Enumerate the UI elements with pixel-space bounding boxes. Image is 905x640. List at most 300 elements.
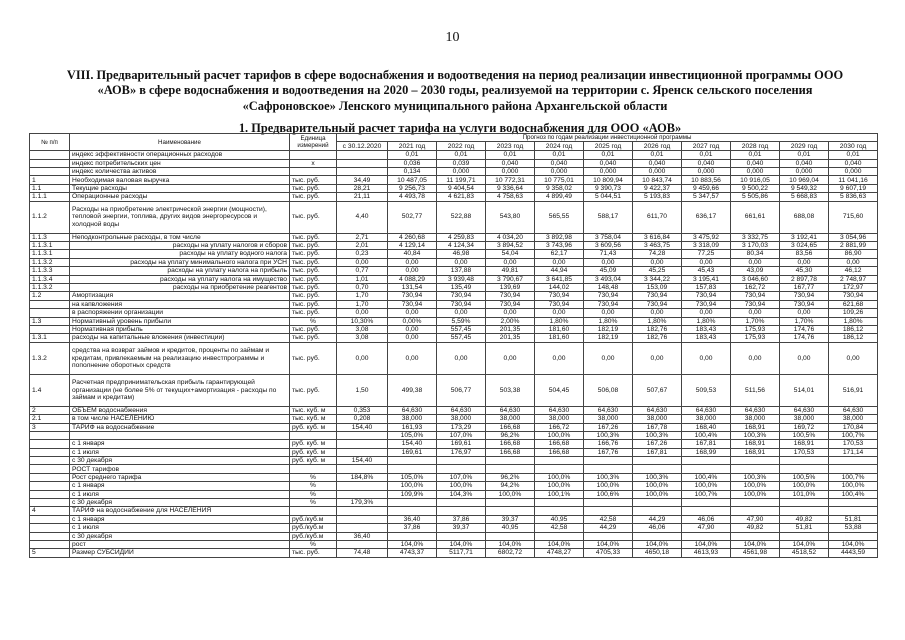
row-value: 0,040 — [633, 159, 682, 167]
row-name: на капвложения — [70, 300, 290, 308]
row-value: 4,40 — [337, 201, 388, 233]
row-value: 0,01 — [388, 151, 437, 159]
table-row — [30, 465, 878, 473]
row-value: 104,0% — [682, 540, 731, 548]
row-code: 1.1.2 — [30, 201, 70, 233]
row-unit: тыс. руб. — [290, 300, 337, 308]
row-value: 174,76 — [780, 334, 829, 342]
row-value: 730,94 — [731, 292, 780, 300]
row-value: 0,00 — [731, 309, 780, 317]
row-value: 10 775,01 — [535, 176, 584, 184]
row-value: 11 199,71 — [437, 176, 486, 184]
row-value: 0,000 — [584, 168, 633, 176]
row-name: Необходимая валовая выручка — [70, 176, 290, 184]
row-value: 100,6% — [584, 490, 633, 498]
row-code — [30, 309, 70, 317]
table-row — [30, 374, 878, 406]
table-row — [30, 242, 878, 250]
table-row — [30, 233, 878, 241]
row-value: 1,80% — [682, 317, 731, 325]
row-value: 181,60 — [535, 325, 584, 333]
row-value — [486, 507, 535, 515]
row-unit: тыс. руб. — [290, 309, 337, 317]
row-value: 162,72 — [731, 283, 780, 291]
row-value: 4443,59 — [829, 549, 878, 557]
row-value: 169,61 — [437, 440, 486, 448]
row-value: 100,3% — [633, 473, 682, 481]
row-name: с 1 января — [70, 515, 290, 523]
header-year: 2021 год — [388, 142, 437, 151]
row-value: 4748,27 — [535, 549, 584, 557]
row-value: 169,61 — [388, 448, 437, 456]
row-value: 5 193,83 — [633, 193, 682, 201]
row-name: индекс количества активов — [70, 168, 290, 176]
row-value: 139,69 — [486, 283, 535, 291]
row-value: 105,0% — [388, 473, 437, 481]
row-value — [682, 457, 731, 465]
row-value: 0,000 — [486, 168, 535, 176]
table-row — [30, 342, 878, 374]
row-value: 2,01 — [337, 242, 388, 250]
row-name: РОСТ тарифов — [70, 465, 290, 473]
row-name: с 1 января — [70, 440, 290, 448]
row-value: 0,01 — [584, 151, 633, 159]
row-value: 730,94 — [535, 300, 584, 308]
row-name: в распоряжении организации — [70, 309, 290, 317]
row-value — [535, 499, 584, 507]
table-row — [30, 275, 878, 283]
row-value — [535, 532, 584, 540]
row-name: расходы на приобретение реагентов — [70, 283, 290, 291]
row-value: 2 748,97 — [829, 275, 878, 283]
row-value: 9 500,22 — [731, 184, 780, 192]
row-value: 100,0% — [535, 473, 584, 481]
row-value: 0,00 — [486, 342, 535, 374]
row-value: 109,26 — [829, 309, 878, 317]
row-value: 44,29 — [584, 524, 633, 532]
row-value: 4561,98 — [731, 549, 780, 557]
row-value: 186,12 — [829, 325, 878, 333]
table-row — [30, 201, 878, 233]
row-unit — [290, 168, 337, 176]
row-value: 100,0% — [437, 482, 486, 490]
row-value — [337, 515, 388, 523]
row-value: 4 260,68 — [388, 233, 437, 241]
row-value: 4613,93 — [682, 549, 731, 557]
row-unit: руб. куб. м — [290, 457, 337, 465]
row-value: 730,94 — [535, 292, 584, 300]
row-value: 45,25 — [633, 267, 682, 275]
row-value: 47,90 — [682, 524, 731, 532]
row-value — [486, 499, 535, 507]
row-value: 3 892,98 — [535, 233, 584, 241]
table-row — [30, 176, 878, 184]
header-year: 2024 год — [535, 142, 584, 151]
row-value: 47,90 — [731, 515, 780, 523]
row-value: 62,17 — [535, 250, 584, 258]
row-unit: % — [290, 317, 337, 325]
row-value: 9 459,66 — [682, 184, 731, 192]
row-value: 100,5% — [780, 473, 829, 481]
row-value: 730,94 — [437, 292, 486, 300]
row-value: 173,29 — [437, 423, 486, 431]
row-value: 0,77 — [337, 267, 388, 275]
row-value: 3,08 — [337, 334, 388, 342]
row-value: 100,3% — [731, 473, 780, 481]
row-value: 167,26 — [584, 423, 633, 431]
row-value: 135,49 — [437, 283, 486, 291]
row-value: 100,7% — [829, 431, 878, 439]
row-value: 38,000 — [682, 415, 731, 423]
row-value: 0,00 — [337, 258, 388, 266]
row-value: 100,0% — [535, 482, 584, 490]
row-value: 3 054,96 — [829, 233, 878, 241]
row-value: 74,28 — [633, 250, 682, 258]
row-code: 1.1.3.3 — [30, 267, 70, 275]
row-value — [584, 499, 633, 507]
table-row — [30, 309, 878, 317]
table-row — [30, 325, 878, 333]
row-value: 46,98 — [437, 250, 486, 258]
row-value: 0,00 — [437, 342, 486, 374]
row-code — [30, 159, 70, 167]
row-code — [30, 448, 70, 456]
row-value: 10 487,05 — [388, 176, 437, 184]
row-value: 171,14 — [829, 448, 878, 456]
row-value: 4 124,34 — [437, 242, 486, 250]
table-row — [30, 549, 878, 557]
row-value: 172,97 — [829, 283, 878, 291]
row-code: 1.3 — [30, 317, 70, 325]
row-value: 64,630 — [486, 406, 535, 414]
row-value: 100,1% — [535, 490, 584, 498]
row-value: 36,40 — [388, 515, 437, 523]
row-name: расходы на капитальные вложения (инвестиции) — [70, 334, 290, 342]
table-row — [30, 524, 878, 532]
row-value — [337, 431, 388, 439]
table-row — [30, 283, 878, 291]
row-value: 3 641,85 — [535, 275, 584, 283]
row-value: 100,0% — [535, 431, 584, 439]
table-row — [30, 423, 878, 431]
row-value: 168,40 — [682, 423, 731, 431]
row-name: с 30 декабря — [70, 499, 290, 507]
row-unit: тыс. руб. — [290, 258, 337, 266]
row-value: 5,59% — [437, 317, 486, 325]
row-value: 3 939,48 — [437, 275, 486, 283]
row-unit: тыс. руб. — [290, 184, 337, 192]
row-value: 167,81 — [682, 440, 731, 448]
table-row — [30, 159, 878, 167]
row-name: Расчетная предпринимательская прибыль гарантирующей организации (не более 5% от текущих+амортизация - расходы по займам и кредитам) — [70, 374, 290, 406]
row-value: 0,00 — [486, 309, 535, 317]
row-value: 182,76 — [633, 334, 682, 342]
row-value — [829, 532, 878, 540]
row-value: 0,208 — [337, 415, 388, 423]
row-value: 86,90 — [829, 250, 878, 258]
row-value: 0,00 — [437, 309, 486, 317]
row-value: 1,80% — [829, 317, 878, 325]
row-value: 3 332,75 — [731, 233, 780, 241]
row-value: 0,00 — [535, 342, 584, 374]
table-row — [30, 406, 878, 414]
row-value: 43,09 — [731, 267, 780, 275]
row-value: 44,94 — [535, 267, 584, 275]
row-value: 38,000 — [584, 415, 633, 423]
row-value: 9 256,73 — [388, 184, 437, 192]
row-value: 64,630 — [584, 406, 633, 414]
row-value: 0,00 — [535, 258, 584, 266]
row-value: 2,71 — [337, 233, 388, 241]
row-value — [337, 524, 388, 532]
row-value: 0,000 — [682, 168, 731, 176]
row-unit: % — [290, 490, 337, 498]
row-value — [780, 499, 829, 507]
table-row — [30, 258, 878, 266]
header-unit: Единица измерений — [290, 134, 337, 151]
row-value: 3 195,41 — [682, 275, 731, 283]
row-value: 3 758,04 — [584, 233, 633, 241]
row-value: 175,93 — [731, 334, 780, 342]
row-value: 557,45 — [437, 334, 486, 342]
row-value: 4 899,49 — [535, 193, 584, 201]
row-value — [682, 499, 731, 507]
row-value: 100,0% — [486, 490, 535, 498]
row-value: 0,00 — [633, 258, 682, 266]
row-value: 168,91 — [731, 423, 780, 431]
table-row — [30, 151, 878, 159]
table-row — [30, 267, 878, 275]
row-value: 104,0% — [731, 540, 780, 548]
row-value: 3 743,96 — [535, 242, 584, 250]
row-value: 715,60 — [829, 201, 878, 233]
row-value: 0,00 — [437, 258, 486, 266]
row-value: 175,93 — [731, 325, 780, 333]
row-value — [337, 168, 388, 176]
row-value: 0,01 — [535, 151, 584, 159]
row-unit: тыс. руб. — [290, 275, 337, 283]
row-value: 37,86 — [437, 515, 486, 523]
row-value — [731, 532, 780, 540]
row-code: 1.1.3.4 — [30, 275, 70, 283]
row-value: 182,19 — [584, 325, 633, 333]
row-value: 100,0% — [731, 490, 780, 498]
row-unit: тыс. руб. — [290, 201, 337, 233]
row-value: 77,25 — [682, 250, 731, 258]
row-value: 166,68 — [486, 440, 535, 448]
row-code — [30, 524, 70, 532]
row-unit: тыс. руб. — [290, 342, 337, 374]
row-value — [388, 457, 437, 465]
row-value: 3 463,75 — [633, 242, 682, 250]
row-value: 105,0% — [388, 431, 437, 439]
table-row — [30, 334, 878, 342]
row-value: 170,53 — [780, 448, 829, 456]
row-value: 1,01 — [337, 275, 388, 283]
row-value: 0,01 — [731, 151, 780, 159]
row-value: 1,80% — [535, 317, 584, 325]
row-value: 0,040 — [829, 159, 878, 167]
table-row — [30, 415, 878, 423]
tariff-calculation-table — [29, 133, 878, 558]
row-value — [437, 457, 486, 465]
header-year: 2030 год — [829, 142, 878, 151]
row-value: 45,43 — [682, 267, 731, 275]
row-value: 38,000 — [829, 415, 878, 423]
row-name: расходы на уплату водного налога — [70, 250, 290, 258]
table-row — [30, 482, 878, 490]
row-value: 0,039 — [437, 159, 486, 167]
row-value — [829, 465, 878, 473]
row-value: 104,0% — [829, 540, 878, 548]
row-value: 182,76 — [633, 325, 682, 333]
row-name: расходы на уплату налогов и сборов — [70, 242, 290, 250]
row-value: 167,77 — [780, 283, 829, 291]
row-value: 0,00 — [682, 342, 731, 374]
row-value: 0,01 — [437, 151, 486, 159]
row-value: 543,80 — [486, 201, 535, 233]
row-name: индекс потребительских цен — [70, 159, 290, 167]
row-value: 506,77 — [437, 374, 486, 406]
row-value: 34,49 — [337, 176, 388, 184]
row-value: 511,56 — [731, 374, 780, 406]
row-value: 0,23 — [337, 250, 388, 258]
row-value — [486, 532, 535, 540]
row-value: 6802,72 — [486, 549, 535, 557]
row-value: 0,01 — [829, 151, 878, 159]
row-value: 3 894,52 — [486, 242, 535, 250]
row-name: Нормативный уровень прибыли — [70, 317, 290, 325]
row-value: 4518,52 — [780, 549, 829, 557]
table-row — [30, 250, 878, 258]
row-unit: руб. куб. м — [290, 448, 337, 456]
row-name: с 1 июля — [70, 490, 290, 498]
row-code — [30, 300, 70, 308]
row-value — [780, 465, 829, 473]
row-value: 0,00 — [337, 342, 388, 374]
table-row — [30, 300, 878, 308]
row-value: 64,630 — [388, 406, 437, 414]
header-name: Наименование — [70, 134, 290, 151]
row-value: 54,04 — [486, 250, 535, 258]
row-value — [486, 465, 535, 473]
row-value: 168,91 — [731, 440, 780, 448]
row-value: 504,45 — [535, 374, 584, 406]
header-year: 2026 год — [633, 142, 682, 151]
row-value — [829, 457, 878, 465]
row-value — [682, 465, 731, 473]
row-value: 0,00 — [731, 342, 780, 374]
row-value: 39,37 — [486, 515, 535, 523]
row-unit — [290, 151, 337, 159]
row-value: 174,76 — [780, 325, 829, 333]
row-value: 5 347,57 — [682, 193, 731, 201]
row-value — [337, 540, 388, 548]
row-code: 1.1.3.2 — [30, 258, 70, 266]
row-value: 522,88 — [437, 201, 486, 233]
row-value — [731, 507, 780, 515]
row-value: 179,3% — [337, 499, 388, 507]
row-value: 94,2% — [486, 482, 535, 490]
row-value — [388, 499, 437, 507]
row-value: 104,0% — [535, 540, 584, 548]
row-value: 166,68 — [486, 423, 535, 431]
row-value — [437, 532, 486, 540]
row-value: 64,630 — [731, 406, 780, 414]
row-value: 144,02 — [535, 283, 584, 291]
row-name: ТАРИФ на водоснабжение — [70, 423, 290, 431]
table-row — [30, 532, 878, 540]
row-value: 39,37 — [437, 524, 486, 532]
row-value: 10 969,04 — [780, 176, 829, 184]
row-value: 100,3% — [584, 473, 633, 481]
row-value: 167,76 — [584, 448, 633, 456]
row-value: 64,630 — [633, 406, 682, 414]
row-value: 0,000 — [731, 168, 780, 176]
row-value: 730,94 — [388, 292, 437, 300]
row-value: 2,00% — [486, 317, 535, 325]
row-unit: тыс. руб. — [290, 374, 337, 406]
row-value: 4705,33 — [584, 549, 633, 557]
row-value: 107,0% — [437, 431, 486, 439]
row-unit: тыс. руб. — [290, 292, 337, 300]
row-value: 4 621,83 — [437, 193, 486, 201]
row-value: 168,91 — [780, 440, 829, 448]
row-value: 0,000 — [780, 168, 829, 176]
row-value: 0,000 — [437, 168, 486, 176]
row-value — [731, 499, 780, 507]
row-value: 166,72 — [535, 423, 584, 431]
row-value: 730,94 — [584, 300, 633, 308]
row-code — [30, 473, 70, 481]
row-value: 37,86 — [388, 524, 437, 532]
row-code — [30, 325, 70, 333]
row-unit: % — [290, 499, 337, 507]
row-value: 4 034,20 — [486, 233, 535, 241]
row-value: 9 607,19 — [829, 184, 878, 192]
row-unit: тыс. руб. — [290, 283, 337, 291]
row-value — [780, 507, 829, 515]
row-value: 166,68 — [486, 448, 535, 456]
row-value: 0,00 — [682, 309, 731, 317]
row-value: 5 044,51 — [584, 193, 633, 201]
row-name: расходы на уплату налога на прибыль — [70, 267, 290, 275]
row-value — [682, 532, 731, 540]
row-name — [70, 431, 290, 439]
table-row — [30, 168, 878, 176]
row-value — [584, 507, 633, 515]
row-value: 38,000 — [486, 415, 535, 423]
row-value: 507,67 — [633, 374, 682, 406]
table-body — [30, 151, 878, 557]
row-value: 0,040 — [486, 159, 535, 167]
row-value — [437, 507, 486, 515]
header-year: 2027 год — [682, 142, 731, 151]
row-name: расходы на уплату налога на имущество — [70, 275, 290, 283]
row-value: 181,60 — [535, 334, 584, 342]
row-value: 100,0% — [633, 490, 682, 498]
row-value — [337, 159, 388, 167]
row-value: 3 024,65 — [780, 242, 829, 250]
row-value: 38,000 — [731, 415, 780, 423]
row-value: 83,56 — [780, 250, 829, 258]
row-value: 0,00 — [388, 334, 437, 342]
row-unit — [290, 431, 337, 439]
row-value: 0,00 — [584, 309, 633, 317]
row-value — [337, 507, 388, 515]
row-value: 45,09 — [584, 267, 633, 275]
row-value: 64,630 — [829, 406, 878, 414]
